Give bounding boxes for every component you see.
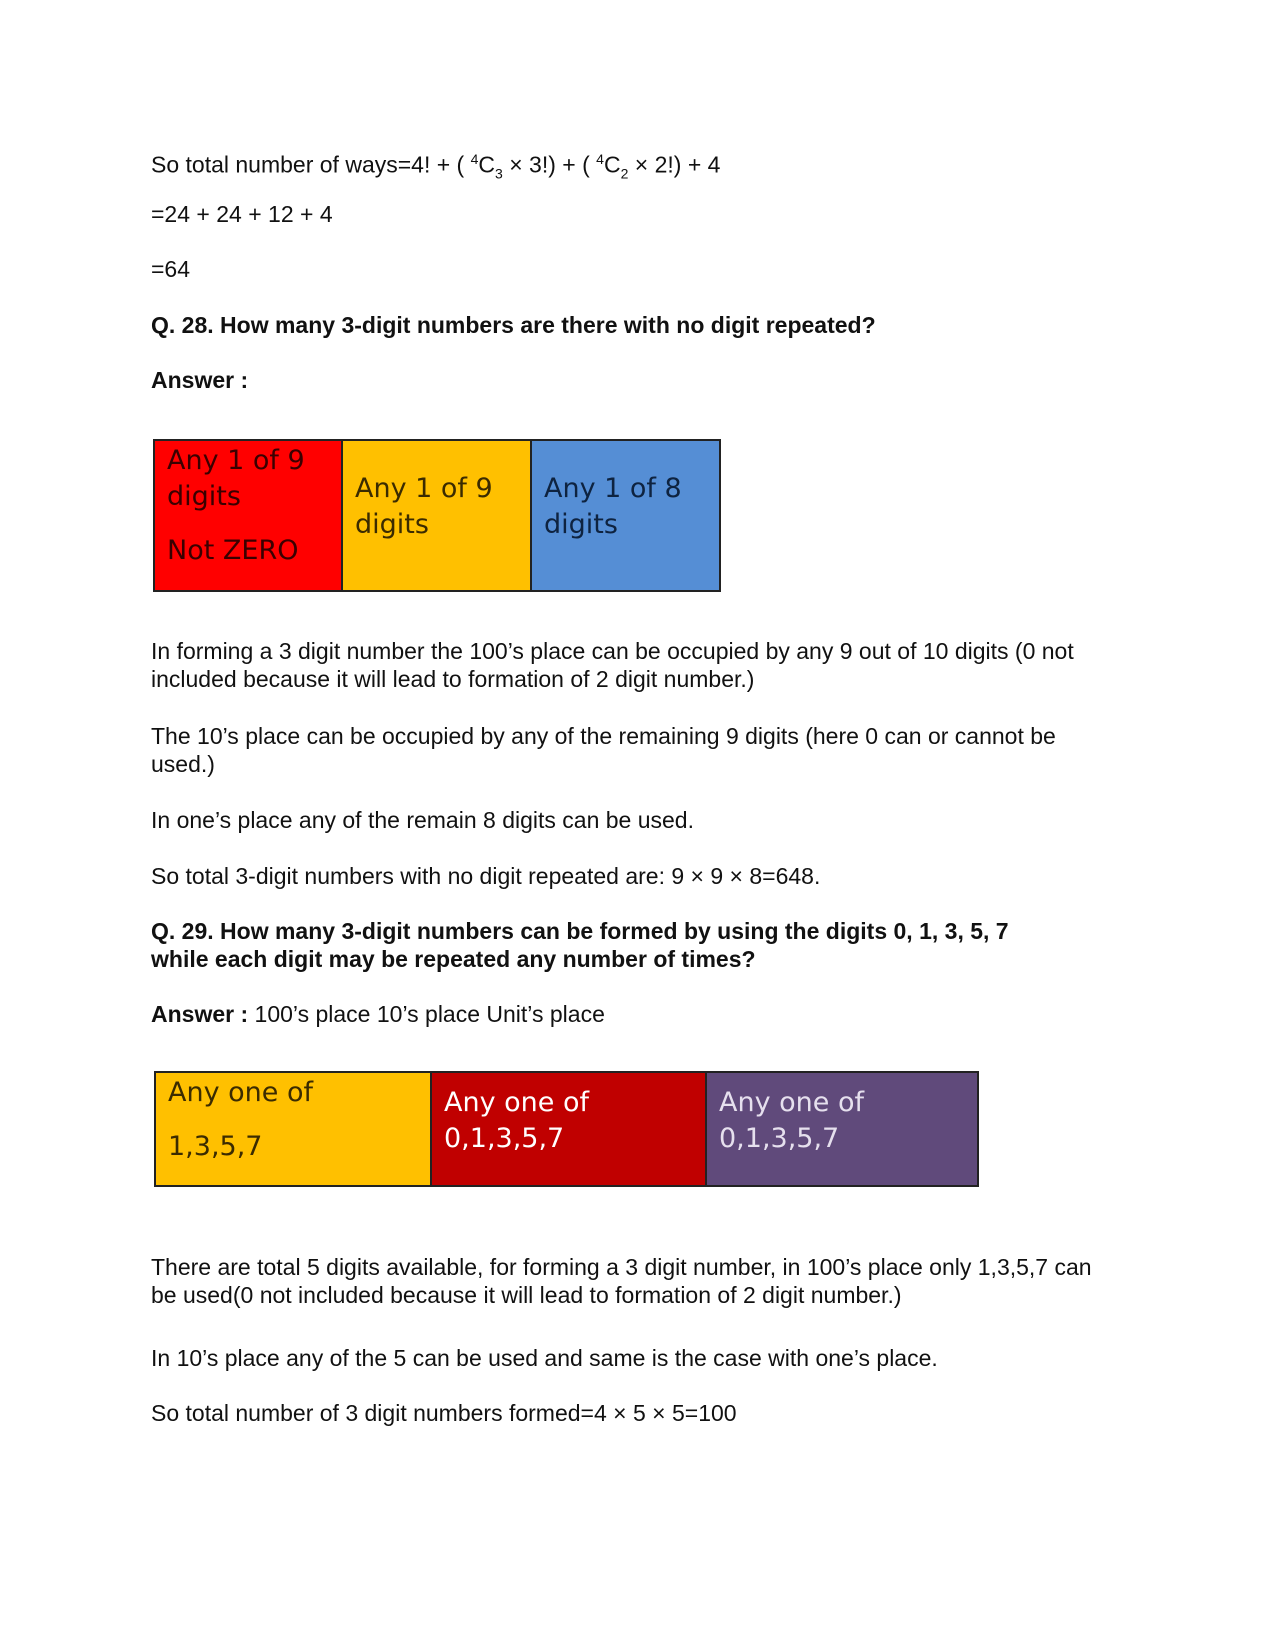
superscript: 4 bbox=[470, 151, 479, 167]
box-units-29 bbox=[707, 1073, 977, 1185]
answer-text-29: 100’s place 10’s place Unit’s place bbox=[248, 1001, 605, 1027]
combination-symbol: C bbox=[478, 151, 496, 178]
subscript: 2 bbox=[620, 165, 629, 182]
box-text: Any 1 of 9 bbox=[167, 445, 305, 476]
box-text: digits bbox=[544, 509, 618, 540]
answer-29 bbox=[151, 1000, 605, 1028]
box-text: digits bbox=[355, 509, 429, 540]
box-hundreds-28 bbox=[155, 441, 343, 590]
q29-paragraph-3: So total number of 3 digit numbers formed=4 × 5 × 5=100 bbox=[151, 1400, 737, 1426]
digit-boxes-28 bbox=[153, 439, 721, 592]
calc-line-2: =24 + 24 + 12 + 4 bbox=[151, 201, 333, 227]
q28-paragraph-4: So total 3-digit numbers with no digit repeated are: 9 × 9 × 8=648. bbox=[151, 863, 821, 889]
question-28: Q. 28. How many 3-digit numbers are there with no digit repeated? bbox=[151, 312, 876, 338]
box-text: digits bbox=[167, 481, 241, 512]
q29-paragraph-2: In 10’s place any of the 5 can be used and same is the case with one’s place. bbox=[151, 1345, 938, 1371]
box-text: Any 1 of 8 bbox=[544, 473, 682, 504]
calc-line-1 bbox=[151, 145, 720, 187]
box-text: 0,1,3,5,7 bbox=[719, 1123, 840, 1154]
calc-text-c: × 2!) + 4 bbox=[628, 151, 721, 178]
combination-symbol: C bbox=[603, 151, 621, 178]
box-units-28 bbox=[532, 441, 719, 590]
box-text: Any one of bbox=[168, 1077, 313, 1108]
q28-paragraph-1: In forming a 3 digit number the 100’s place can be occupied by any 9 out of 10 digits (0 not included because it will lead to formation of 2 digit number.) bbox=[151, 638, 1074, 692]
superscript: 4 bbox=[596, 151, 604, 167]
box-tens-29 bbox=[432, 1073, 707, 1185]
box-text: Any one of bbox=[719, 1087, 864, 1118]
digit-boxes-29 bbox=[154, 1071, 979, 1187]
box-text: Any one of bbox=[444, 1087, 589, 1118]
q28-paragraph-3: In one’s place any of the remain 8 digits can be used. bbox=[151, 807, 694, 833]
box-text: Any 1 of 9 bbox=[355, 473, 493, 504]
question-29-line-2: while each digit may be repeated any number of times? bbox=[151, 946, 756, 972]
q28-paragraph-2: The 10’s place can be occupied by any of the remaining 9 digits (here 0 can or cannot be used.) bbox=[151, 723, 1056, 777]
box-text: 1,3,5,7 bbox=[168, 1131, 263, 1162]
q29-paragraph-1: There are total 5 digits available, for forming a 3 digit number, in 100’s place only 1,3,5,7 can be used(0 not included because it will lead to formation of 2 digit number.) bbox=[151, 1254, 1092, 1308]
box-text: 0,1,3,5,7 bbox=[444, 1123, 565, 1154]
box-hundreds-29 bbox=[156, 1073, 432, 1185]
box-tens-28 bbox=[343, 441, 532, 590]
box-note: Not ZERO bbox=[167, 535, 299, 566]
answer-label-28: Answer : bbox=[151, 367, 249, 393]
question-29-line-1: Q. 29. How many 3-digit numbers can be formed by using the digits 0, 1, 3, 5, 7 bbox=[151, 918, 1009, 944]
answer-label-29: Answer : bbox=[151, 1001, 249, 1027]
subscript: 3 bbox=[495, 165, 503, 182]
calc-text-b: × 3!) + ( bbox=[502, 151, 597, 178]
calc-text-a: So total number of ways=4! + ( bbox=[151, 151, 471, 178]
calc-line-3: =64 bbox=[151, 256, 191, 282]
